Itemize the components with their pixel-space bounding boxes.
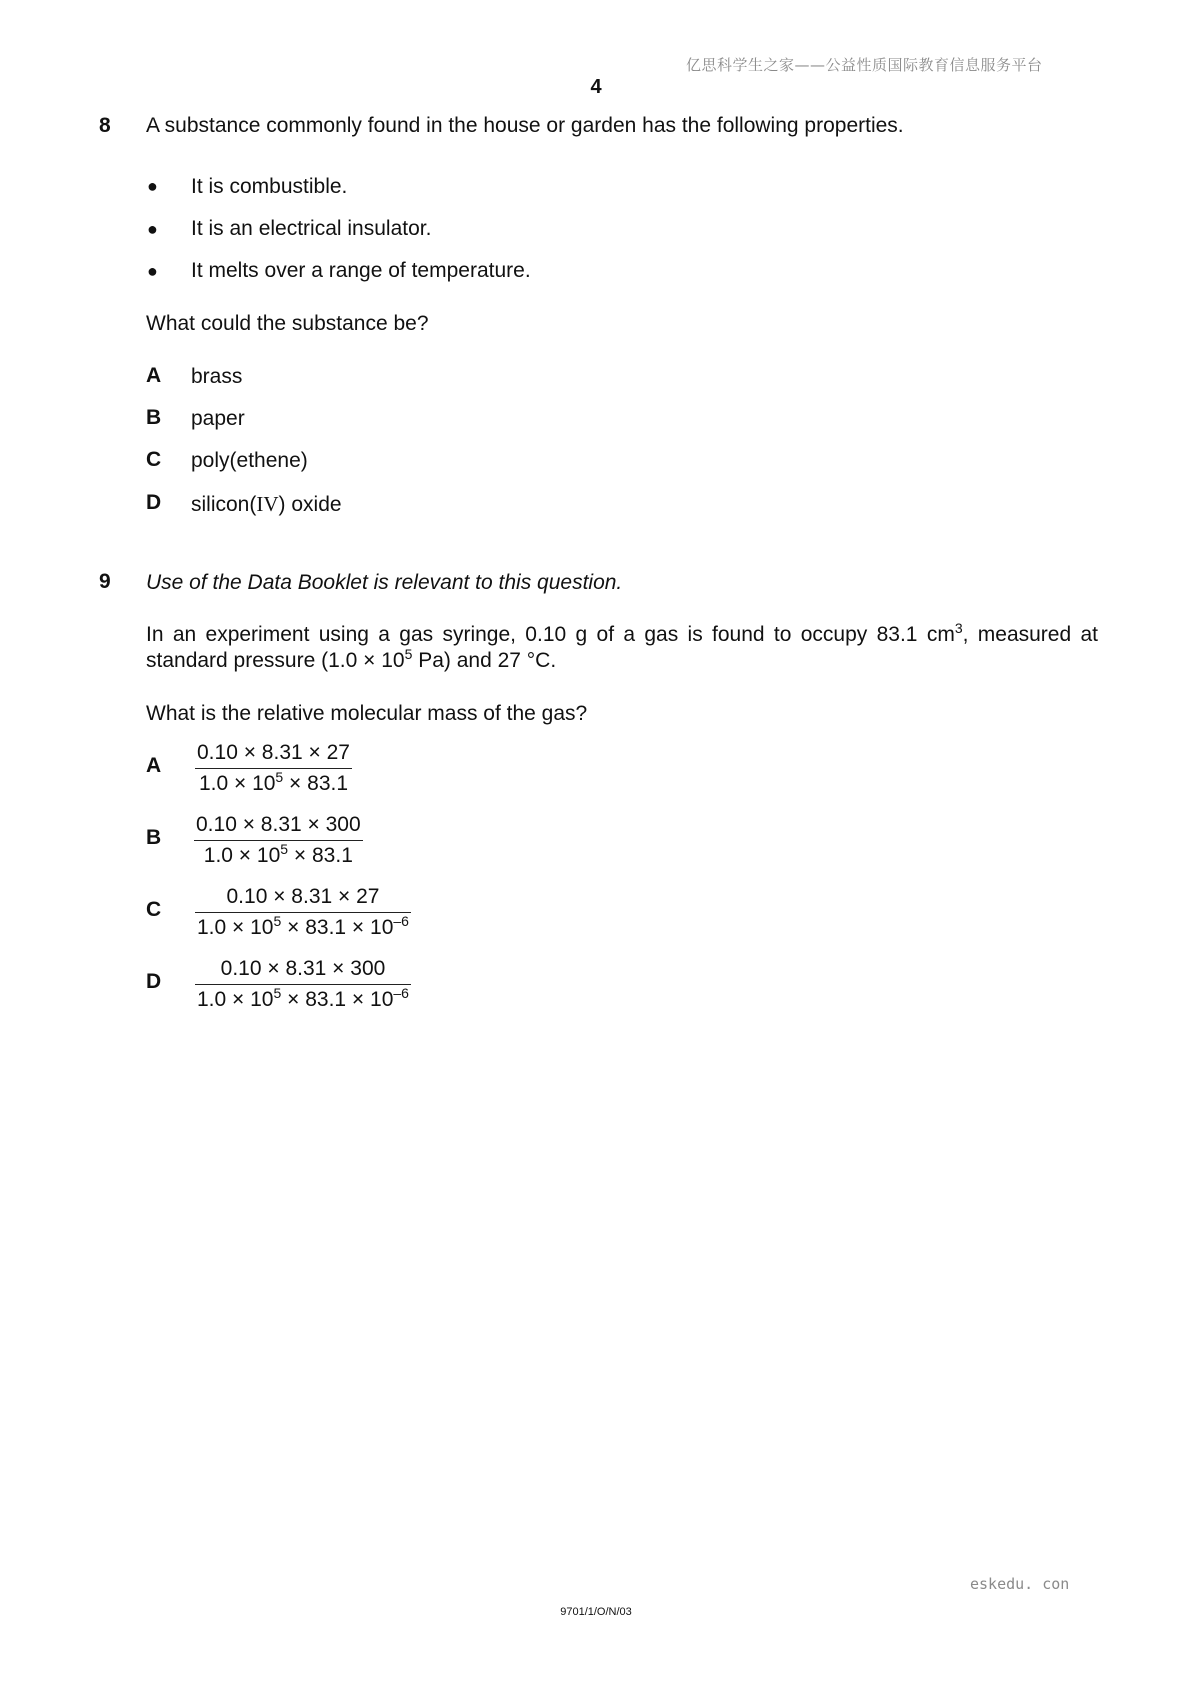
question-8-question: What could the substance be?: [146, 312, 429, 335]
bullet-icon: ●: [147, 261, 158, 281]
header-watermark: 亿思科学生之家——公益性质国际教育信息服务平台: [686, 56, 1043, 74]
q9-option-c-fraction: [195, 884, 411, 941]
q8-option-c-text: poly(ethene): [191, 449, 308, 472]
question-9-number: 9: [99, 570, 111, 593]
q8-option-c-letter: C: [146, 448, 162, 471]
page-number: 4: [590, 76, 602, 98]
question-8-bullet-1: It is combustible.: [191, 175, 348, 198]
q8-option-d-text: silicon(IV) oxide: [191, 492, 342, 516]
q8-option-a-text: brass: [191, 365, 243, 388]
q9-option-a-letter: A: [146, 754, 162, 777]
fraction-numerator: 0.10 × 8.31 × 300: [220, 957, 386, 980]
question-9-stem: In an experiment using a gas syringe, 0.10 g of a gas is found to occupy 83.1 $cm^3$, measured at standard pressure ($1.0 \times 10^5$ Pa) and 27 °C.: [146, 620, 1098, 672]
q8-option-d-letter: D: [146, 491, 162, 514]
question-9-instruction: Use of the Data Booklet is relevant to this question.: [146, 571, 623, 594]
footer-code: 9701/1/O/N/03: [560, 1606, 632, 1618]
question-8-number: 8: [99, 114, 111, 137]
bullet-icon: ●: [147, 176, 158, 196]
fraction-denominator: $1.0 \times 10^5 \times 83.1$: [203, 841, 353, 867]
question-8-bullet-3: It melts over a range of temperature.: [191, 259, 531, 282]
q9-option-d-fraction: [195, 956, 411, 1013]
q9-option-b-fraction: [194, 812, 363, 869]
fraction-denominator: $1.0 \times 10^5 \times 83.1 \times 10^{-6}$: [197, 985, 409, 1011]
fraction-numerator: 0.10 × 8.31 × 27: [226, 885, 380, 908]
q9-option-c-letter: C: [146, 898, 162, 921]
bullet-icon: ●: [147, 219, 158, 239]
question-8-bullet-2: It is an electrical insulator.: [191, 217, 432, 240]
q8-option-a-letter: A: [146, 364, 162, 387]
q8-option-b-letter: B: [146, 406, 162, 429]
fraction-numerator: 0.10 × 8.31 × 27: [197, 741, 350, 764]
fraction-denominator: $1.0 \times 10^5 \times 83.1 \times 10^{-6}$: [197, 913, 409, 939]
q9-option-a-fraction: [195, 740, 352, 797]
q8-option-b-text: paper: [191, 407, 245, 430]
footer-watermark: eskedu. con: [970, 1575, 1070, 1593]
q9-option-d-letter: D: [146, 970, 162, 993]
fraction-numerator: 0.10 × 8.31 × 300: [196, 813, 361, 836]
q9-option-b-letter: B: [146, 826, 162, 849]
question-8-stem: A substance commonly found in the house or garden has the following properties.: [146, 114, 904, 137]
fraction-denominator: $1.0 \times 10^5 \times 83.1$: [198, 769, 349, 795]
question-9-question: What is the relative molecular mass of the gas?: [146, 702, 588, 725]
